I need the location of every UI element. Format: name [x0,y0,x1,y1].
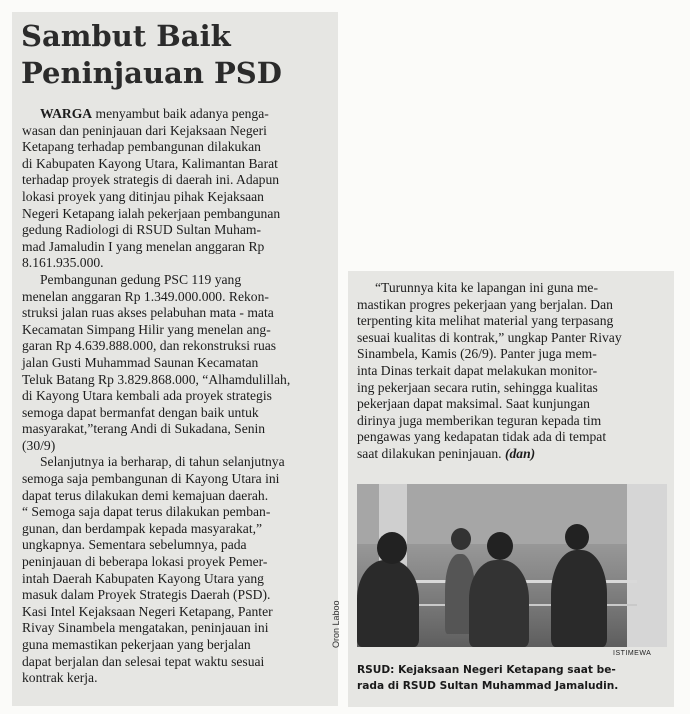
left-column [22,106,330,687]
text-line: gedung Radiologi di RSUD Sultan Muham- [22,222,262,238]
text-line: intah Daerah Kabupaten Kayong Utara yang [22,570,264,586]
article-photo [357,484,667,647]
text-line: masuk dalam Proyek Strategis Daerah (PSD). [22,587,271,603]
text-line: Rivay Sinambela mengatakan, peninjauan ini [22,620,269,636]
author-byline: (dan) [504,445,536,461]
photo-person-head [377,532,407,564]
text-line: “ Semoga saja dapat terus dilakukan pemban- [22,504,271,520]
text-line: 8.161.935.000. [22,255,104,271]
kicker-word: WARGA [40,106,93,121]
headline-line-1: Sambut Baik [21,19,231,53]
text-line: mastikan progres pekerjaan yang berjalan. Dan [357,296,613,312]
text-line: Sinambela, Kamis (26/9). Panter juga mem- [357,346,597,362]
text-line: ungkapnya. Sementara sebelumnya, pada [22,537,247,553]
text-line: Selanjutnya ia berharap, di tahun selanjutnya [40,454,285,470]
text-line: terhadap proyek strategis di daerah ini. Adapun [22,172,280,188]
text-line: struksi jalan ruas akses pelabuhan mata - mata [22,305,274,321]
closing-text: saat dilakukan peninjauan. [357,445,505,461]
text-line: dapat terus dilakukan demi kemajuan daerah. [22,487,269,503]
text-line: pengawas yang kedapatan tidak ada di tempat [357,429,607,445]
text-line: wasan dan peninjauan dari Kejaksaan Negeri [22,122,267,138]
text-line: mad Jamaludin I yang menelan anggaran Rp [22,238,265,254]
text-line: terpenting kita melihat material yang terpasang [357,313,614,329]
photo-person [551,550,607,647]
text-line: (30/9) [22,437,56,453]
text-line: lokasi proyek yang ditinjau pihak Kejaksaan [22,188,264,204]
photo-caption [357,662,667,694]
photo-person [469,560,529,647]
text-line: di Kabupaten Kayong Utara, Kalimantan Barat [22,155,278,171]
paragraph-1-first-line [22,106,330,123]
headline-line-2: Peninjauan PSD [21,56,282,90]
text-line: Pembangunan gedung PSC 119 yang [40,271,242,287]
text-line: peninjauan di beberapa lokasi proyek Pemer- [22,554,268,570]
text-line: Kecamatan Simpang Hilir yang menelan ang- [22,321,271,337]
text-line: ing pekerjaan secara rutin, sehingga kualitas [357,379,598,395]
text-line: inta Dinas terkait dapat melakukan monitor- [357,362,598,378]
photo-person-head [451,528,471,550]
text-line: di Kayong Utara kembali ada proyek strategis [22,388,272,404]
text-line: pekerjaan dapat maksimal. Saat kunjungan [357,396,590,412]
text-line: semoga dapat bermanfat dengan baik untuk [22,404,259,420]
caption-line: RSUD: Kejaksaan Negeri Ketapang saat be- [357,664,616,676]
photo-person-head [487,532,513,560]
text-line: masyarakat,”terang Andi di Sukadana, Senin [22,421,266,437]
text-line: guna memastikan pekerjaan yang berjalan [22,637,251,652]
photo-person-head [565,524,589,550]
right-column [357,280,667,463]
photo-credit: ISTIMEWA [613,650,652,657]
text-line: “Turunnya kita ke lapangan ini guna me- [375,280,598,295]
photographer-credit: Oron Laboo [331,600,341,648]
closing-line [357,446,667,463]
paragraph-1-first-rest: menyambut baik adanya penga- [92,106,269,121]
text-line: kontrak kerja. [22,670,98,686]
text-line: garan Rp 4.639.888.000, dan rekonstruksi ruas [22,338,277,354]
text-line: semoga saja pembangunan di Kayong Utara ini [22,471,280,487]
text-line: jalan Gusti Muhammad Saunan Kecamatan [22,354,259,370]
text-line: Kasi Intel Kejaksaan Negeri Ketapang, Panter [22,603,273,619]
photo-person [357,560,419,647]
text-line: sesuai kualitas di kontrak,” ungkap Panter Rivay [357,329,622,345]
text-line: dapat berjalan dan selesai tepat waktu sesuai [22,653,265,669]
article-headline [21,18,331,92]
caption-line: rada di RSUD Sultan Muhammad Jamaludin. [357,680,619,692]
text-line: menelan anggaran Rp 1.349.000.000. Rekon- [22,288,269,304]
text-line: gunan, dan berdampak kepada masyarakat,” [22,520,263,536]
text-line: Negeri Ketapang ialah pekerjaan pembangunan [22,205,281,221]
text-line: Ketapang terhadap pembangunan dilakukan [22,139,261,155]
text-line: Teluk Batang Rp 3.829.868.000, “Alhamdulillah, [22,371,291,387]
photo-pillar [627,484,667,647]
text-line: dirinya juga memberikan teguran kepada tim [357,412,602,428]
